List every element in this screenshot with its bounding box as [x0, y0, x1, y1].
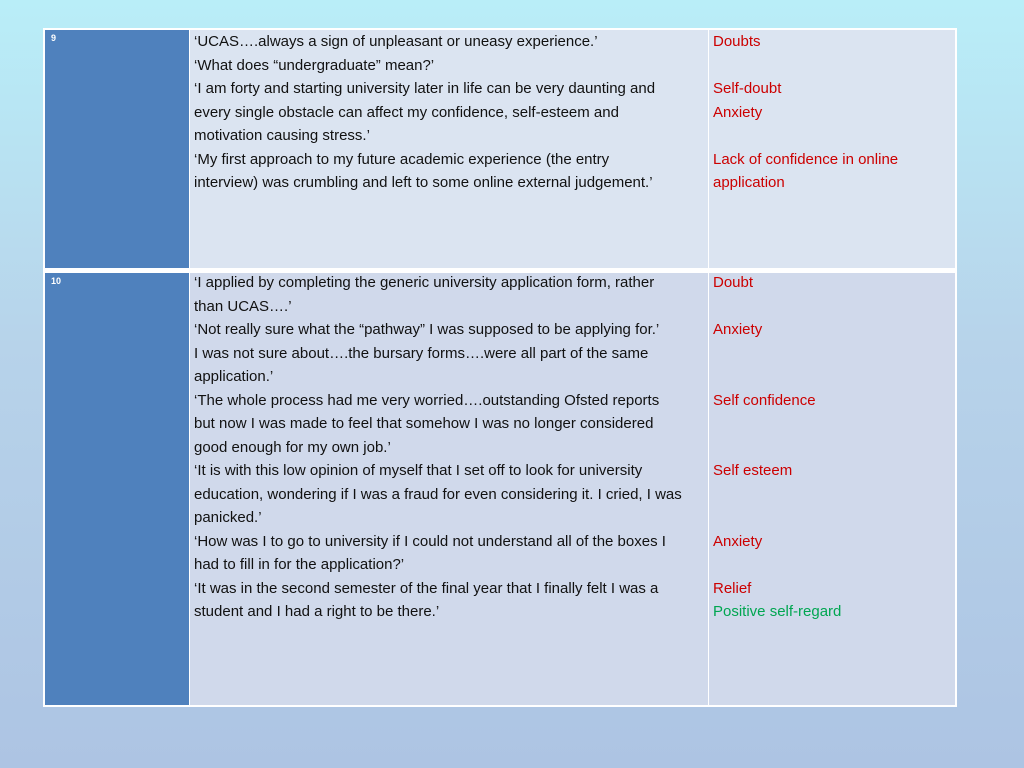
- theme-label: Relief: [713, 580, 752, 597]
- theme-label: Self esteem: [713, 462, 793, 479]
- participant-number-cell: [45, 30, 189, 268]
- theme-label: Anxiety: [713, 321, 763, 338]
- quote-line: I was not sure about….the bursary forms….were all part of the same: [194, 345, 649, 362]
- quote-line: ‘It is with this low opinion of myself that I set off to look for university: [194, 462, 643, 479]
- quote-line: had to fill in for the application?’: [194, 556, 405, 573]
- quote-line: application.’: [194, 368, 274, 385]
- themes-cell: [709, 273, 955, 705]
- theme-label: Anxiety: [713, 104, 763, 121]
- theme-label: Self confidence: [713, 392, 816, 409]
- thematic-analysis-table: [43, 28, 957, 707]
- quote-line: interview) was crumbling and left to some online external judgement.’: [194, 174, 653, 191]
- participant-number: 10: [51, 276, 62, 286]
- quote-line: panicked.’: [194, 509, 262, 526]
- quote-line: student and I had a right to be there.’: [194, 603, 440, 620]
- theme-label: Lack of confidence in online: [713, 151, 899, 168]
- quote-line: ‘I applied by completing the generic university application form, rather: [194, 274, 655, 291]
- theme-label: Doubts: [713, 33, 761, 50]
- quote-line: ‘My first approach to my future academic experience (the entry: [194, 151, 610, 168]
- quote-line: every single obstacle can affect my confidence, self-esteem and: [194, 104, 619, 121]
- quote-line: motivation causing stress.’: [194, 127, 370, 144]
- quote-line: ‘Not really sure what the “pathway” I was supposed to be applying for.’: [194, 321, 660, 338]
- theme-label: Self-doubt: [713, 80, 782, 97]
- quote-line: ‘It was in the second semester of the final year that I finally felt I was a: [194, 580, 659, 597]
- quote-line: but now I was made to feel that somehow I was no longer considered: [194, 415, 654, 432]
- quote-line: ‘The whole process had me very worried….outstanding Ofsted reports: [194, 392, 660, 409]
- quote-line: ‘UCAS….always a sign of unpleasant or uneasy experience.’: [194, 33, 598, 50]
- theme-label: Doubt: [713, 274, 754, 291]
- quote-line: than UCAS….’: [194, 298, 292, 315]
- themes-cell: [709, 30, 955, 268]
- quote-line: ‘What does “undergraduate” mean?’: [194, 57, 435, 74]
- participant-number: 9: [51, 33, 57, 43]
- theme-label: Anxiety: [713, 533, 763, 550]
- table-row-10: [43, 271, 957, 707]
- quote-line: ‘I am forty and starting university later in life can be very daunting and: [194, 80, 656, 97]
- quotes-cell: [190, 30, 708, 268]
- theme-label: application: [713, 174, 785, 191]
- participant-number-cell: [45, 273, 189, 705]
- theme-label: Positive self-regard: [713, 603, 842, 620]
- quote-line: ‘How was I to go to university if I could not understand all of the boxes I: [194, 533, 666, 550]
- quotes-cell: [190, 273, 708, 705]
- table-row-9: [43, 28, 957, 270]
- quote-line: good enough for my own job.’: [194, 439, 391, 456]
- quote-line: education, wondering if I was a fraud for even considering it. I cried, I was: [194, 486, 682, 503]
